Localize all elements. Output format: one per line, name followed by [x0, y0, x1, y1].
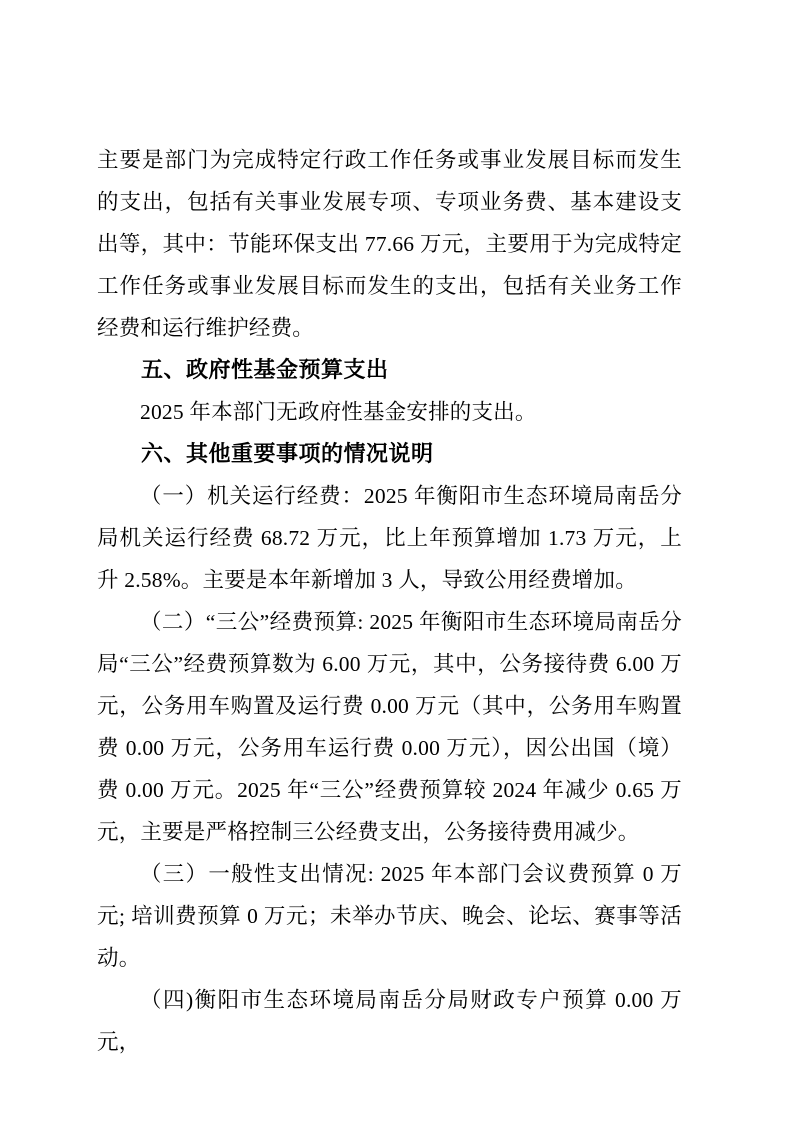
section-heading-government-fund-budget: 五、政府性基金预算支出: [141, 357, 389, 382]
paragraph-item-1-agency-operating-funds: （一）机关运行经费：2025 年衡阳市生态环境局南岳分局机关运行经费 68.72 万元，比上年预算增加 1.73 万元，上升 2.58%。主要是本年新增加 3 人，导致公用经费增加。: [97, 484, 682, 592]
paragraph-project-expenditure-continuation: 主要是部门为完成特定行政工作任务或事业发展目标而发生的支出，包括有关事业发展专项、专项业务费、基本建设支出等，其中：节能环保支出 77.66 万元，主要用于为完成特定工作任务或事业发展目标而发生的支出，包括有关业务工作经费和运行维护经费。: [97, 148, 682, 340]
document-content: [97, 139, 682, 1063]
paragraph-item-3-general-expenditure: （三）一般性支出情况: 2025 年本部门会议费预算 0 万元; 培训费预算 0 万元；未举办节庆、晚会、论坛、赛事等活动。: [97, 862, 682, 970]
paragraph-government-fund-statement: 2025 年本部门无政府性基金安排的支出。: [140, 400, 537, 424]
paragraph-item-4-fiscal-special-account: （四)衡阳市生态环境局南岳分局财政专户预算 0.00 万元，: [97, 988, 682, 1054]
section-heading-other-important-matters: 六、其他重要事项的情况说明: [141, 441, 434, 466]
paragraph-item-2-three-public-expenses-budget: （二）“三公”经费预算: 2025 年衡阳市生态环境局南岳分局“三公”经费预算数为 6.00 万元，其中，公务接待费 6.00 万元，公务用车购置及运行费 0.00 万元（其中，公务用车购置费 0.00 万元，公务用车运行费 0.00 万元），因公出国（境）费 0.00 万元。2025 年“三公”经费预算较 2024 年减少 0.65 万元，主要是严格控制三公经费支出，公务接待费用减少。: [97, 610, 682, 844]
